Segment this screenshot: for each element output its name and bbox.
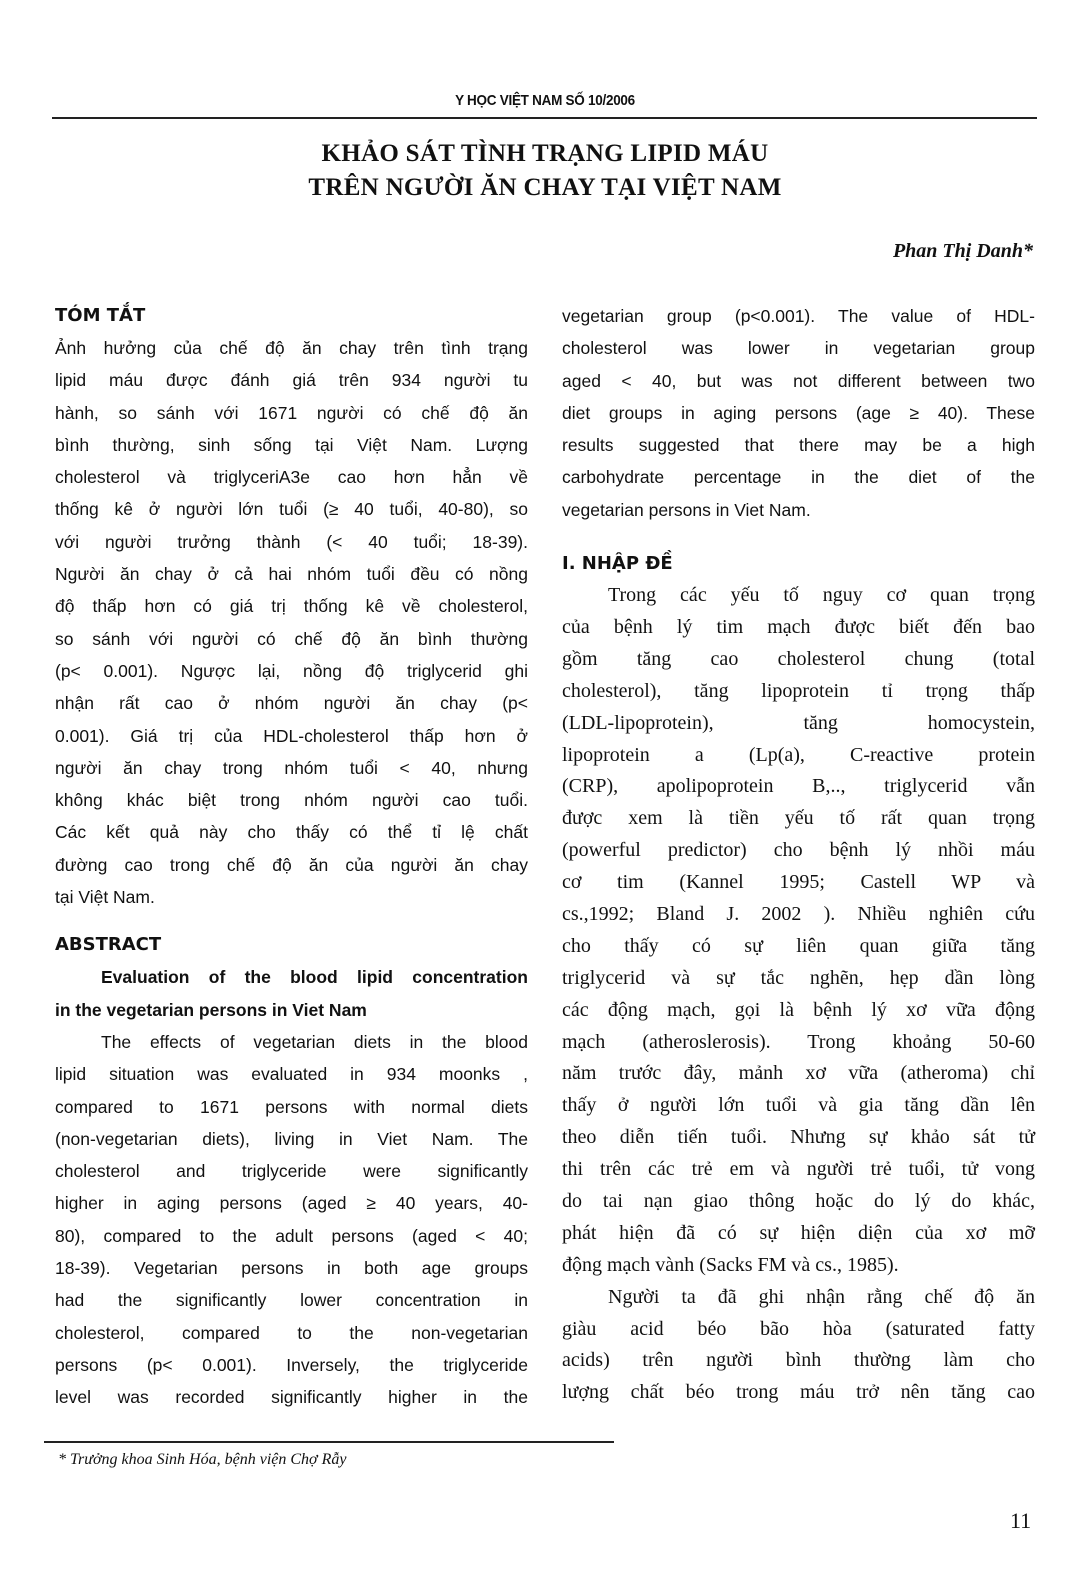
- text-line: Ảnh hưởng của chế độ ăn chay trên tình trạng: [55, 338, 528, 358]
- text-line: (CRP), apolipoprotein B,.., triglycerid vẫn: [562, 775, 1035, 798]
- text-line: được xem là tiền yếu tố rất quan trọng: [562, 807, 1035, 830]
- tom-tat-body: [55, 332, 528, 913]
- text-line: so sánh với người có chế độ ăn bình thường: [55, 628, 528, 649]
- text-line: hành, so sánh với 1671 người có chế độ ăn: [55, 402, 528, 423]
- text-line: persons (p< 0.001). Inversely, the triglyceride: [55, 1354, 528, 1375]
- text-line: 0.001). Giá trị của HDL-cholesterol thấp hơn ở: [55, 725, 528, 746]
- author: Phan Thị Danh*: [892, 240, 1033, 262]
- text-line: carbohydrate percentage in the diet of the: [562, 467, 1035, 488]
- text-line: theo diễn tiến tuổi. Nhưng sự khảo sát tử: [562, 1126, 1035, 1149]
- text-line: (powerful predictor) cho bệnh lý nhồi máu: [562, 839, 1035, 862]
- text-line: cholesterol), tăng lipoprotein tỉ trọng thấp: [562, 679, 1035, 702]
- text-line: cholesterol, compared to the non-vegetarian: [55, 1322, 528, 1343]
- text-line: phát hiện đã có sự hiện diện của xơ mỡ: [562, 1221, 1035, 1244]
- section-heading-introduction: I. NHẬP ĐỀ: [562, 553, 673, 575]
- text-line: 18-39). Vegetarian persons in both age groups: [55, 1258, 528, 1279]
- article-title-line-2: TRÊN NGƯỜI ĂN CHAY TẠI VIỆT NAM: [308, 174, 782, 201]
- text-line: năm trước đây, mảnh xơ vữa (atheroma) chỉ: [562, 1062, 1035, 1085]
- right-column: [562, 300, 1035, 1409]
- text-line: higher in aging persons (aged ≥ 40 years, 40-: [55, 1193, 528, 1214]
- text-line: cho thấy có sự liên quan giữa tăng: [562, 934, 1035, 957]
- text-line: đường cao trong chế độ ăn của người ăn chay: [55, 854, 528, 875]
- page-number: 11: [1010, 1508, 1032, 1533]
- text-line: thấy ở người lớn tuổi và gia tăng dần lên: [562, 1094, 1035, 1117]
- text-line: acids) trên người bình thường làm cho: [562, 1349, 1035, 1372]
- text-line: 80), compared to the adult persons (aged < 40;: [55, 1225, 528, 1246]
- text-line: động mạch vành (Sacks FM và cs., 1985).: [562, 1253, 899, 1276]
- text-line: results suggested that there may be a high: [562, 435, 1035, 456]
- text-line: cholesterol was lower in vegetarian group: [562, 338, 1035, 359]
- text-line: thống kê ở người lớn tuổi (≥ 40 tuổi, 40-80), so: [55, 499, 528, 520]
- abstract-title-line: Evaluation of the blood lipid concentration: [101, 967, 528, 988]
- text-line: triglycerid và sự tắc nghẽn, hẹp dần lòng: [562, 966, 1035, 989]
- text-line: diet groups in aging persons (age ≥ 40). These: [562, 402, 1035, 423]
- text-line: Người ta đã ghi nhận rằng chế độ ăn: [608, 1285, 1035, 1308]
- text-line: lượng chất béo trong máu trở nên tăng cao: [562, 1381, 1035, 1404]
- article-title-line-1: KHẢO SÁT TÌNH TRẠNG LIPID MÁU: [321, 140, 769, 167]
- text-line: cholesterol và triglyceriA3e cao hơn hẳn về: [55, 467, 528, 488]
- text-line: cs.,1992; Bland J. 2002 ). Nhiều nghiên cứu: [562, 902, 1035, 925]
- text-line: giàu acid béo bão hòa (saturated fatty: [562, 1317, 1035, 1340]
- text-line: cholesterol and triglyceride were significantly: [55, 1161, 528, 1182]
- text-line: độ thấp hơn có giá trị thống kê về cholesterol,: [55, 596, 528, 617]
- header-rule: [52, 117, 1037, 119]
- text-line: (non-vegetarian diets), living in Viet Nam. The: [55, 1128, 528, 1149]
- abstract-title-line: in the vegetarian persons in Viet Nam: [55, 999, 367, 1020]
- text-line: Các kết quả này cho thấy có thể tỉ lệ chất: [55, 822, 528, 843]
- text-line: had the significantly lower concentration in: [55, 1290, 528, 1311]
- text-line: lipid máu được đánh giá trên 934 người tu: [55, 370, 528, 391]
- left-column: [55, 300, 528, 1414]
- text-line: lipid situation was evaluated in 934 moonks ,: [55, 1064, 528, 1085]
- text-line: thi trên các trẻ em và người trẻ tuổi, tử vong: [562, 1158, 1035, 1181]
- text-line: lipoprotein a (Lp(a), C-reactive protein: [562, 743, 1035, 766]
- text-line: nhận rất cao ở nhóm người ăn chay (p<: [55, 693, 528, 714]
- text-line: do tai nạn giao thông hoặc do lý do khác,: [562, 1190, 1035, 1212]
- section-heading-tom-tat: TÓM TẮT: [55, 305, 146, 326]
- text-line: người ăn chay trong nhóm tuổi < 40, nhưng: [55, 757, 528, 778]
- text-line: aged < 40, but was not different between two: [562, 370, 1035, 391]
- text-line: compared to 1671 persons with normal diets: [55, 1096, 528, 1117]
- footnote: * Trưởng khoa Sinh Hóa, bệnh viện Chợ Rẫy: [58, 1451, 347, 1468]
- text-line: (p< 0.001). Ngược lại, nồng độ triglycerid ghi: [55, 660, 528, 681]
- abstract-body-left: [55, 1026, 528, 1414]
- text-line: gồm tăng cao cholesterol chung (total: [562, 647, 1035, 670]
- text-line: vegetarian persons in Viet Nam.: [562, 499, 811, 520]
- text-line: cơ tim (Kannel 1995; Castell WP và: [562, 871, 1035, 894]
- introduction-body: [562, 580, 1035, 1409]
- text-line: Trong các yếu tố nguy cơ quan trọng: [608, 584, 1035, 607]
- text-line: không khác biệt trong nhóm người cao tuổi.: [55, 790, 528, 811]
- abstract-body-right: [562, 300, 1035, 526]
- text-line: mạch (atheroslerosis). Trong khoảng 50-60: [562, 1030, 1035, 1053]
- running-header: Y HỌC VIỆT NAM SỐ 10/2006: [455, 92, 635, 109]
- text-line: Người ăn chay ở cả hai nhóm tuổi đều có nồng: [55, 564, 528, 585]
- footnote-rule: [44, 1441, 614, 1443]
- text-line: tại Việt Nam.: [55, 887, 155, 908]
- text-line: vegetarian group (p<0.001). The value of HDL-: [562, 306, 1035, 326]
- section-heading-abstract: ABSTRACT: [55, 934, 162, 956]
- text-line: của bệnh lý tim mạch được biết đến bao: [562, 615, 1035, 638]
- text-line: các động mạch, gọi là bệnh lý xơ vữa động: [562, 998, 1035, 1021]
- text-line: bình thường, sinh sống tại Việt Nam. Lượng: [55, 434, 528, 455]
- text-line: (LDL-lipoprotein), tăng homocystein,: [562, 711, 1035, 734]
- text-line: level was recorded significantly higher in the: [55, 1387, 528, 1408]
- text-line: với người trưởng thành (< 40 tuổi; 18-39).: [55, 531, 528, 552]
- text-line: The effects of vegetarian diets in the blood: [101, 1031, 528, 1052]
